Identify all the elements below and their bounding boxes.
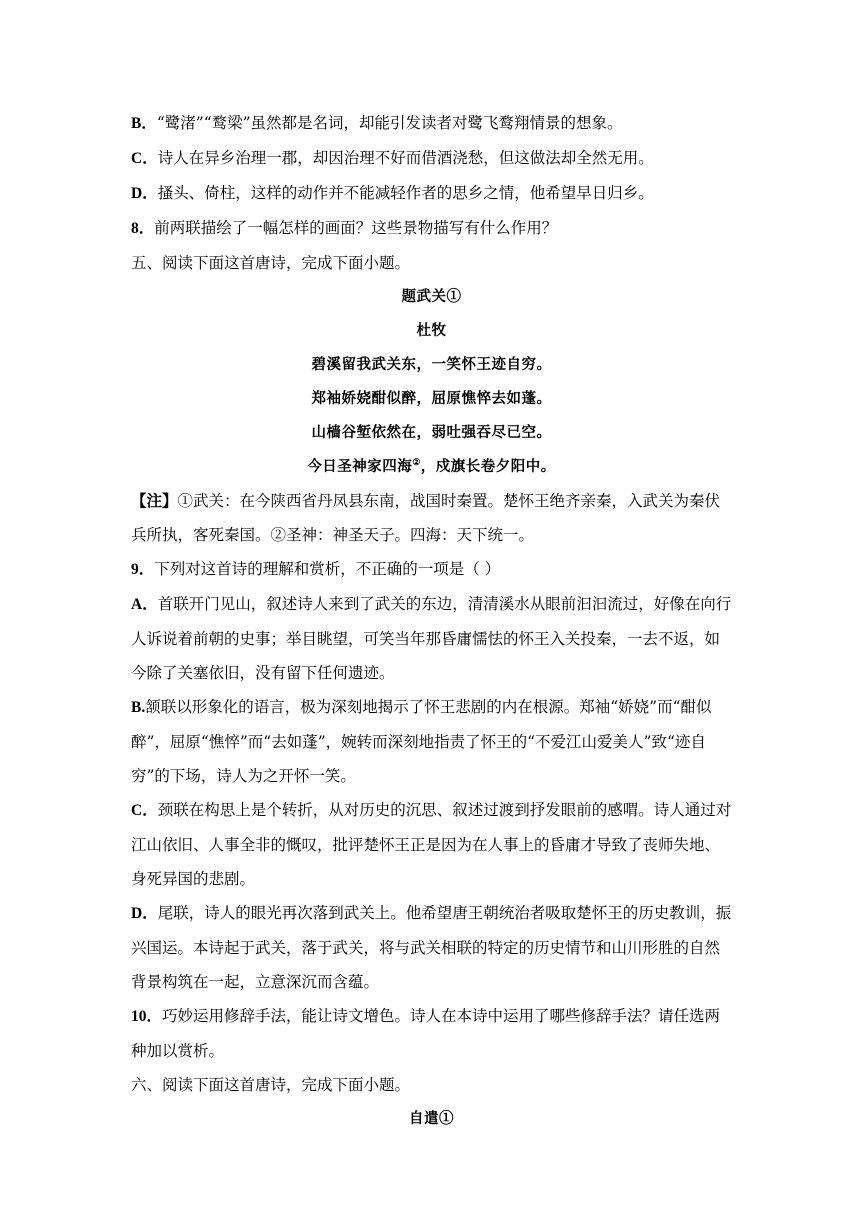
q9-option-c <box>131 793 732 896</box>
section-6-heading: 六、阅读下面这首唐诗，完成下面小题。 <box>131 1076 411 1094</box>
option-text: 首联开门见山，叙述诗人来到了武关的东边，清清溪水从眼前汩汩流过，好像在向行人诉说着前朝的史事；举目眺望，可笑当年那昏庸懦怯的怀王入关投秦，一去不返，如今除了关塞依旧，没有留下任何遗迹。 <box>131 595 732 682</box>
option-label: C． <box>131 150 158 167</box>
question-number: 10． <box>131 1008 163 1025</box>
poem-line-part: 今日圣神家四海 <box>307 458 413 475</box>
option-label: C． <box>131 802 158 819</box>
option-text: 搔头、倚柱，这样的动作并不能减轻作者的思乡之情，他希望早日归乡。 <box>157 184 654 202</box>
section-5-heading <box>131 246 732 280</box>
option-text: 诗人在异乡治理一郡，却因治理不好而借酒浇愁，但这做法却全然无用。 <box>157 149 654 167</box>
poem-title-2: 自遣① <box>409 1110 454 1127</box>
poem-title: 题武关① <box>401 288 462 305</box>
poem-line <box>131 450 732 484</box>
section-text: 五、阅读下面这首唐诗，完成下面小题。 <box>131 254 411 272</box>
q9-option-a <box>131 587 732 690</box>
question-text: 下列对这首诗的理解和赏析，不正确的一项是（ ） <box>154 560 501 578</box>
question-number: 8． <box>131 220 155 237</box>
poem-line-part: ，戍旗长卷夕阳中。 <box>420 458 556 475</box>
poem-line: 山樯谷堑依然在，弱吐强吞尽已空。 <box>311 424 552 441</box>
poem-author: 杜牧 <box>416 322 447 339</box>
option-label: B． <box>131 115 157 132</box>
poem-note <box>131 484 732 552</box>
question-text: 巧妙运用修辞手法，能让诗文增色。诗人在本诗中运用了哪些修辞手法？请任选两种加以赏析。 <box>131 1007 721 1060</box>
footnote-marker: ② <box>412 458 421 469</box>
option-label: D． <box>131 185 158 202</box>
option-b-line <box>131 106 732 141</box>
note-tag: 【注】 <box>131 491 178 510</box>
option-label: D． <box>131 905 158 922</box>
option-text: 颈联在构思上是个转折，从对历史的沉思、叙述过渡到抒发眼前的感喟。诗人通过对江山依旧、人事全非的慨叹，批评楚怀王正是因为在人事上的昏庸才导致了丧师失地、身死异国的悲剧。 <box>131 801 732 888</box>
question-number: 9． <box>131 561 155 578</box>
option-d-line <box>131 176 732 211</box>
note-text: ①武关：在今陕西省丹凤县东南，战国时秦置。楚怀王绝齐亲秦，入武关为秦伏兵所执，客死秦国。②圣神：神圣天子。四海：天下统一。 <box>131 492 721 544</box>
q9-option-d <box>131 896 732 999</box>
poem-line: 郑袖娇娆酣似醉，屈原憔悴去如蓬。 <box>311 390 552 407</box>
question-10 <box>131 999 732 1068</box>
option-label: B. <box>131 699 146 716</box>
question-9 <box>131 552 732 587</box>
option-label: A． <box>131 596 158 613</box>
option-text: 尾联，诗人的眼光再次落到武关上。他希望唐王朝统治者吸取楚怀王的历史教训，振兴国运。本诗起于武关，落于武关，将与武关相联的特定的历史情节和山川形胜的自然背景构筑在一起，立意深沉而含蕴。 <box>131 904 732 991</box>
option-c-line <box>131 141 732 176</box>
option-text: “鹭渚”“鹜梁”虽然都是名词，却能引发读者对鹭飞鹜翔情景的想象。 <box>156 114 623 132</box>
poem-line: 碧溪留我武关东，一笑怀王迹自穷。 <box>311 356 552 373</box>
question-8 <box>131 211 732 246</box>
option-text: 颔联以形象化的语言，极为深刻地揭示了怀王悲剧的内在根源。郑袖“娇娆”而“酣似醉”，屈原“憔悴”而“去如蓬”，婉转而深刻地指责了怀王的“不爱江山爱美人”致“迹自穷”的下场，诗人为之开怀一笑。 <box>131 698 712 785</box>
question-text: 前两联描绘了一幅怎样的画面？这些景物描写有什么作用？ <box>154 219 558 237</box>
q9-option-b <box>131 690 732 793</box>
